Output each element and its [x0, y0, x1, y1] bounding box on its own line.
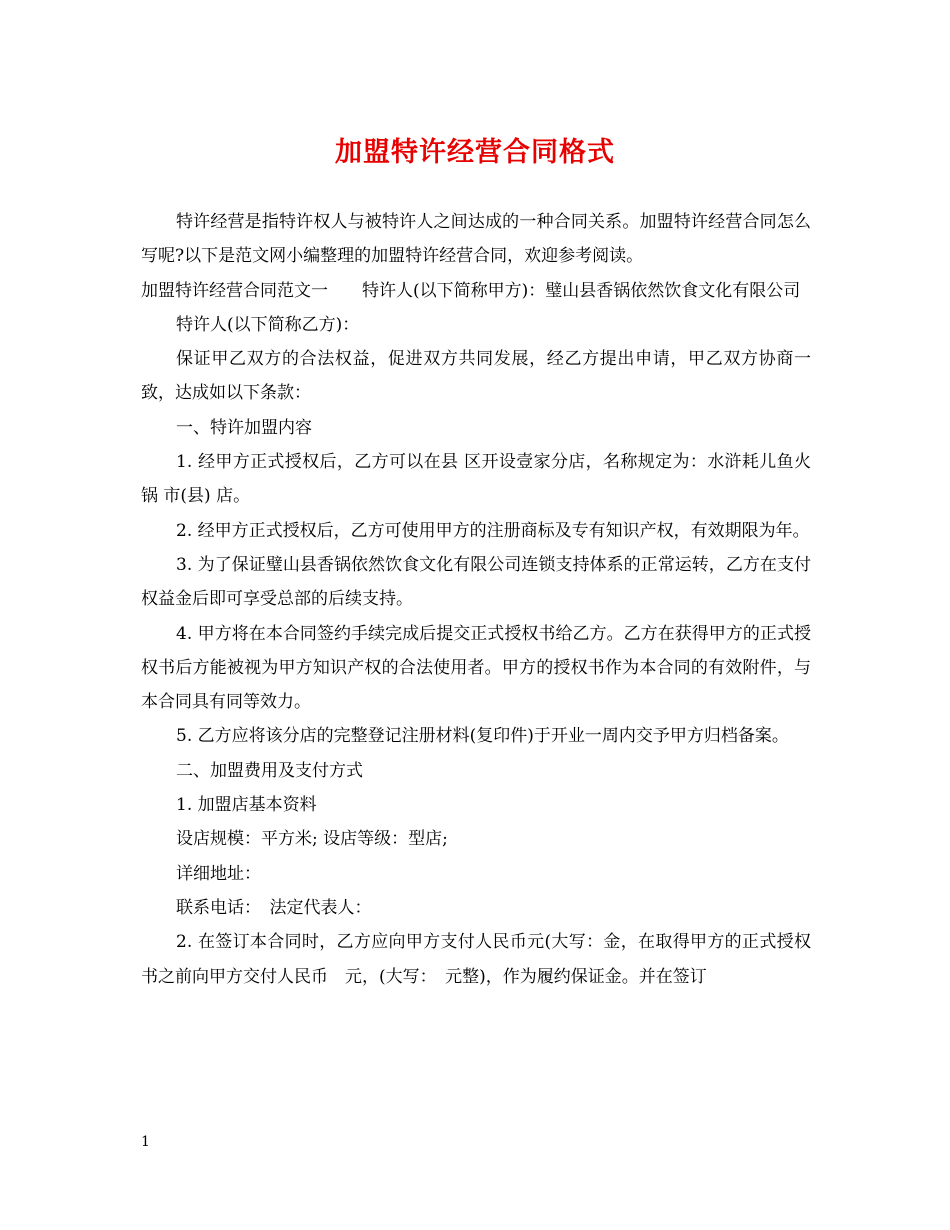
- page-number: 1: [141, 1134, 150, 1150]
- paragraph: 1. 经甲方正式授权后，乙方可以在县 区开设壹家分店，名称规定为：水浒耗儿鱼火锅 市(县) 店。: [141, 452, 811, 507]
- paragraph: 加盟特许经营合同范文一 特许人(以下简称甲方)：璧山县香锅依然饮食文化有限公司: [141, 280, 801, 301]
- paragraph: 设店规模：平方米; 设店等级：型店;: [176, 829, 448, 850]
- paragraph: 2. 经甲方正式授权后，乙方可使用甲方的注册商标及专有知识产权，有效期限为年。: [176, 520, 810, 541]
- paragraph: 4. 甲方将在本合同签约手续完成后提交正式授权书给乙方。乙方在获得甲方的正式授权书后方能被视为甲方知识产权的合法使用者。甲方的授权书作为本合同的有效附件，与本合同具有同等效力。: [141, 623, 811, 713]
- paragraph: 3. 为了保证璧山县香锅依然饮食文化有限公司连锁支持体系的正常运转，乙方在支付权益金后即可享受总部的后续支持。: [141, 554, 811, 610]
- paragraph: 1. 加盟店基本资料: [176, 795, 317, 816]
- page-title: 加盟特许经营合同格式: [335, 137, 615, 168]
- paragraph: 详细地址：: [176, 863, 261, 884]
- paragraph: 2. 在签订本合同时，乙方应向甲方支付人民币元(大写：金，在取得甲方的正式授权书之前向甲方交付人民币 元，(大写： 元整)，作为履约保证金。并在签订: [141, 932, 811, 987]
- document-body: [141, 205, 811, 994]
- paragraph: 5. 乙方应将该分店的完整登记注册材料(复印件)于开业一周内交予甲方归档备案。: [176, 726, 789, 747]
- paragraph: 保证甲乙双方的合法权益，促进双方共同发展，经乙方提出申请，甲乙双方协商一致，达成如以下条款：: [141, 349, 811, 404]
- paragraph: 特许经营是指特许权人与被特许人之间达成的一种合同关系。加盟特许经营合同怎么写呢?以下是范文网小编整理的加盟特许经营合同，欢迎参考阅读。: [141, 212, 811, 267]
- section-heading: 二、加盟费用及支付方式: [176, 760, 363, 781]
- paragraph: 联系电话： 法定代表人：: [176, 897, 372, 918]
- paragraph: 特许人(以下简称乙方)：: [176, 314, 360, 335]
- section-heading: 一、特许加盟内容: [176, 417, 312, 438]
